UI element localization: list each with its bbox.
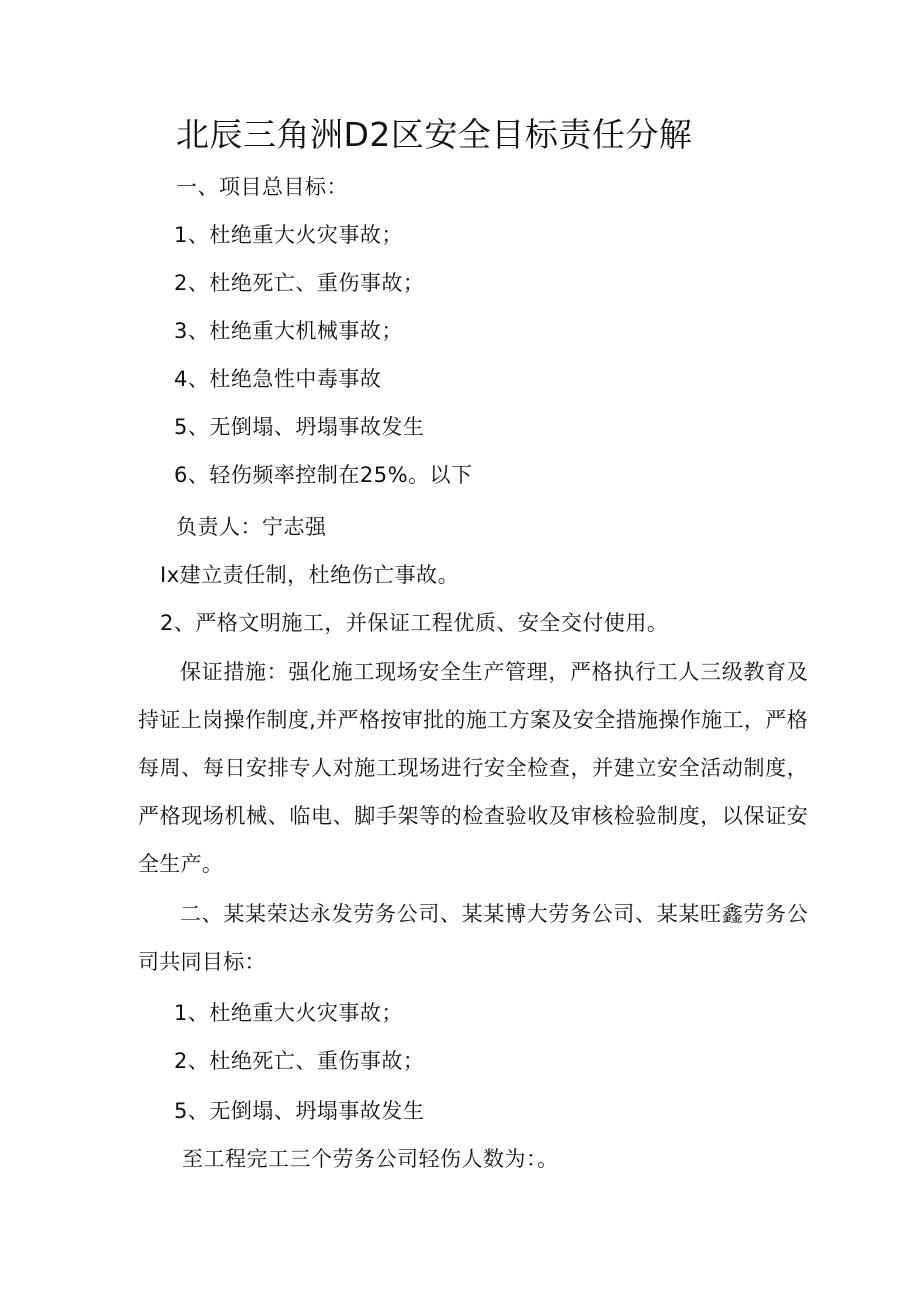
goal-item: 5、无倒塌、坍塌事故发生 — [174, 415, 425, 439]
commitment-item: 2、严格文明施工，并保证工程优质、安全交付使用。 — [160, 611, 669, 635]
section2-heading: 二、某某荣达永发劳务公司、某某博大劳务公司、某某旺鑫劳务公司共同目标： — [138, 902, 808, 974]
responsible-person: 负责人：宁志强 — [176, 515, 327, 539]
goal-item: 5、无倒塌、坍塌事故发生 — [174, 1099, 425, 1123]
commitment-item: Ix建立责任制，杜绝伤亡事故。 — [160, 563, 460, 587]
goal-item: 2、杜绝死亡、重伤事故； — [174, 271, 425, 295]
goal-item: 6、轻伤频率控制在25%。以下 — [174, 463, 473, 487]
section1-heading: 一、项目总目标： — [176, 175, 348, 199]
safety-measures-paragraph: 保证措施：强化施工现场安全生产管理，严格执行工人三级教育及持证上岗操作制度,并严格按审批的施工方案及安全措施操作施工，严格每周、每日安排专人对施工现场进行安全检查，并建立安全活动制度，严格现场机械、临电、脚手架等的检查验收及审核检验制度，以保证安全生产。 — [138, 660, 808, 876]
goal-item: 3、杜绝重大机械事故； — [174, 319, 403, 343]
goal-item: 1、杜绝重大火灾事故； — [174, 223, 403, 247]
goal-item: 2、杜绝死亡、重伤事故； — [174, 1049, 425, 1073]
closing-statement: 至工程完工三个劳务公司轻伤人数为：。 — [182, 1147, 559, 1171]
document-title: 北辰三角洲D2区安全目标责任分解 — [176, 115, 693, 154]
goal-item: 4、杜绝急性中毒事故 — [174, 367, 382, 391]
goal-item: 1、杜绝重大火灾事故； — [174, 1001, 403, 1025]
